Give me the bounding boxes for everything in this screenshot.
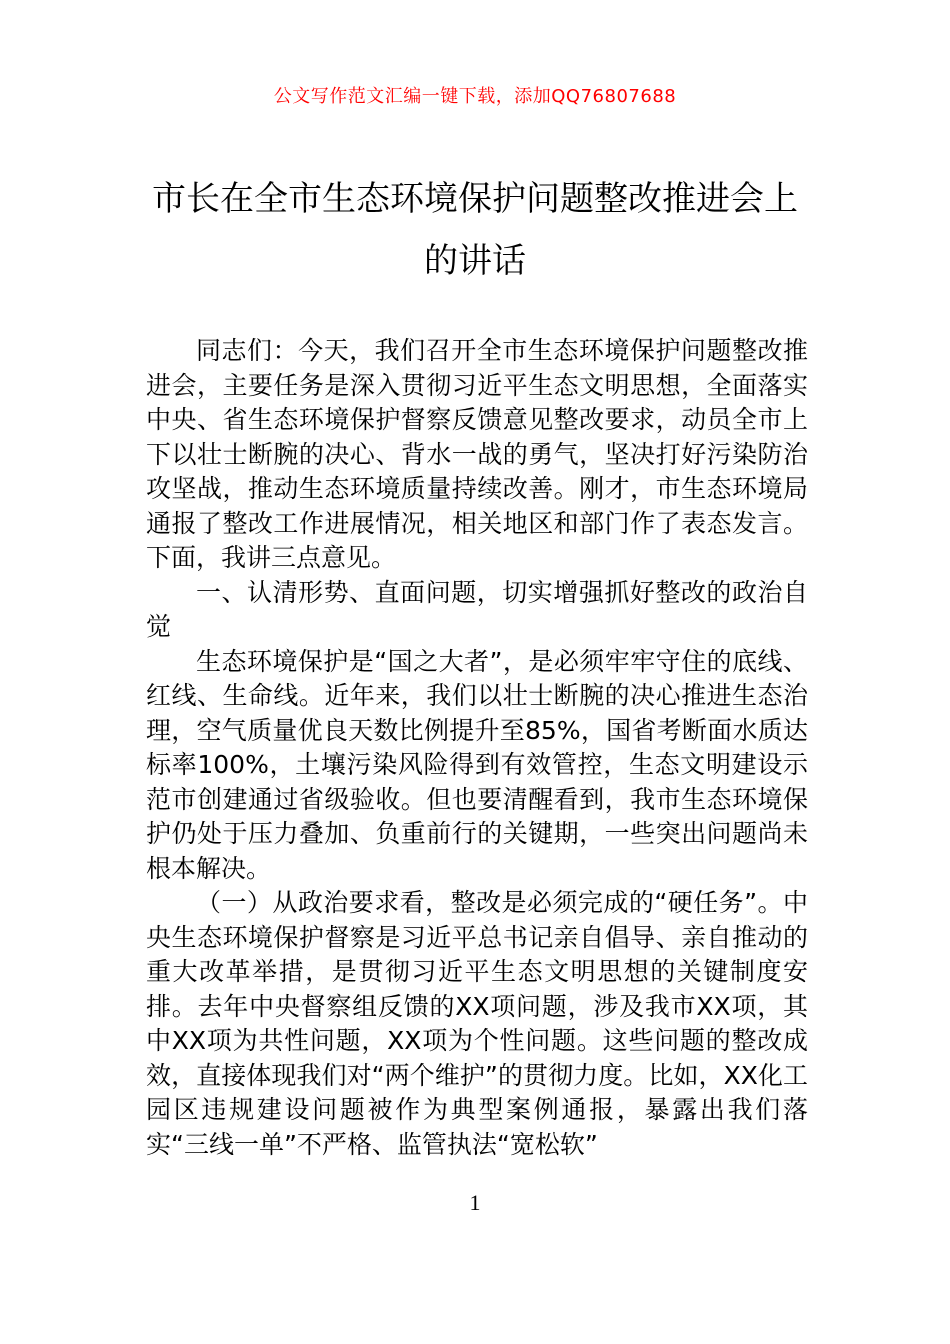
section-heading-1: 一、认清形势、直面问题，切实增强抓好整改的政治自觉 (146, 577, 808, 641)
paragraph-subsection-1: （一）从政治要求看，整改是必须完成的“硬任务”。中央生态环境保护督察是习近平总书记亲自倡导、亲自推动的重大改革举措，是贯彻习近平生态文明思想的关键制度安排。去年中央督察组反馈的XX项问题，涉及我市XX项，其中XX项为共性问题，XX项为个性问题。这些问题的整改成效，直接体现我们对“两个维护”的贯彻力度。比如，XX化工园区违规建设问题被作为典型案例通报，暴露出我们落实“三线一单”不严格、监管执法“宽松软” (146, 888, 808, 1159)
paragraph-situation: 生态环境保护是“国之大者”，是必须牢牢守住的底线、红线、生命线。近年来，我们以壮士断腕的决心推进生态治理，空气质量优良天数比例提升至85%，国省考断面水质达标率100%，土壤污染风险得到有效管控，生态文明建设示范市创建通过省级验收。但也要清醒看到，我市生态环境保护仍处于压力叠加、负重前行的关键期，一些突出问题尚未根本解决。 (146, 646, 808, 883)
page-number: 1 (469, 1190, 481, 1215)
header-promo-note: 公文写作范文汇编一键下载，添加QQ76807688 (273, 86, 677, 107)
document-body (146, 334, 808, 1162)
document-title: 市长在全市生态环境保护问题整改推进会上的讲话 (152, 179, 798, 281)
paragraph-opening: 同志们：今天，我们召开全市生态环境保护问题整改推进会，主要任务是深入贯彻习近平生态文明思想，全面落实中央、省生态环境保护督察反馈意见整改要求，动员全市上下以壮士断腕的决心、背水一战的勇气，坚决打好污染防治攻坚战，推动生态环境质量持续改善。刚才，市生态环境局通报了整改工作进展情况，相关地区和部门作了表态发言。下面，我讲三点意见。 (146, 336, 808, 572)
